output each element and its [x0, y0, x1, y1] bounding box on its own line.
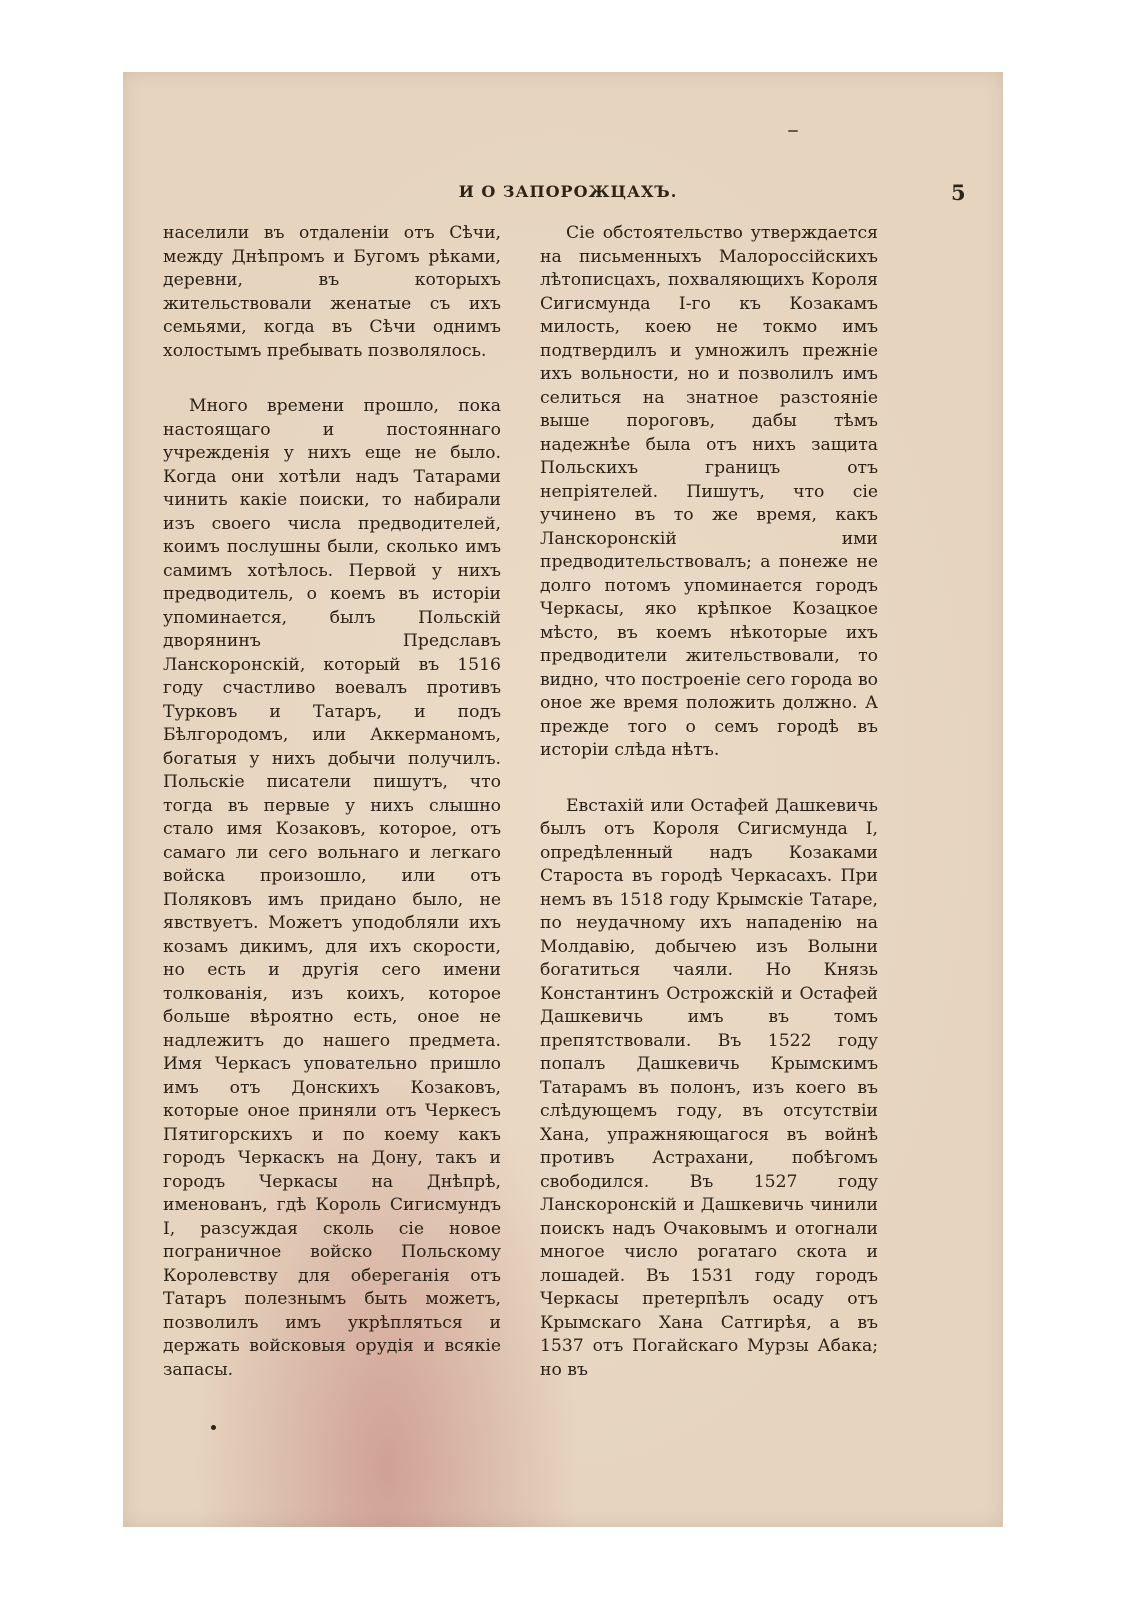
- running-title: И О ЗАПОРОЖЦАХЪ.: [458, 182, 678, 201]
- left-column: [163, 222, 501, 1382]
- ink-dot: [211, 1425, 216, 1430]
- right-column: [540, 222, 878, 1382]
- left-paragraph-1: населили въ отдаленіи отъ Сѣчи, между Днѣпромъ и Бугомъ рѣками, деревни, въ которыхъ жительствовали женатые съ ихъ семьями, когда въ Сѣчи однимъ холостымъ пребывать позволялось.: [163, 223, 501, 361]
- page-number: 5: [951, 180, 966, 205]
- right-paragraph-2: Евстахій или Остафей Дашкевичь былъ отъ Короля Сигисмунда I, опредѣленный надъ Козаками Староста въ городѣ Черкасахъ. При немъ въ 1518 году Крымскіе Татаре, по неудачному ихъ нападенію на Молдавію, добычею изъ Волыни богатиться чаяли. Но Князь Константинъ Острожскій и Остафей Дашкевичь имъ въ томъ препятствовали. Въ 1522 году попалъ Дашкевичь Крымскимъ Татарамъ въ полонъ, изъ коего въ слѣдующемъ году, въ отсутствіи Хана, упражняющагося въ войнѣ противъ Астрахани, побѣгомъ свободился. Въ 1527 году Ланскоронскій и Дашкевичь чинили поискъ надъ Очаковымъ и отогнали многое число рогатаго скота и лошадей. Въ 1531 году городъ Черкасы претерпѣлъ осаду отъ Крымскаго Хана Сатгирѣя, а въ 1537 отъ Погайскаго Мурзы Абака; но въ: [540, 795, 878, 1380]
- left-paragraph-2: Много времени прошло, пока настоящаго и постояннаго учрежденія у нихъ еще не было. Когда они хотѣли надъ Татарами чинить какіе поиски, то набирали изъ своего числа предводителей, коимъ послушны были, сколько имъ самимъ хотѣлось. Первой у нихъ предводитель, о коемъ въ исторіи упоминается, былъ Польскій дворянинъ Предславъ Ланскоронскій, который въ 1516 году счастливо воевалъ противъ Турковъ и Татаръ, и подъ Бѣлгородомъ, или Аккерманомъ, богатыя у нихъ добычи получилъ. Польскіе писатели пишутъ, что тогда въ первые у нихъ слышно стало имя Козаковъ, которое, отъ самаго ли сего вольнаго и легкаго войска произошло, или отъ Поляковъ имъ придано было, не явствуетъ. Можетъ уподобляли ихъ козамъ дикимъ, для ихъ скорости, но есть и другія сего имени толкованія, изъ коихъ, которое больше вѣроятно есть, оное не надлежитъ до нашего предмета. Имя Черкасъ уповательно пришло имъ отъ Донскихъ Козаковъ, которые оное приняли отъ Черкесъ Пятигорскихъ и по коему какъ городъ Черкаскъ на Дону, такъ и городъ Черкасы на Днѣпрѣ, именованъ, гдѣ Король Сигисмундъ I, разсуждая сколь сіе новое пограничное войско Польскому Королевству для обереганія отъ Татаръ полезнымъ быть можетъ, позволилъ имъ укрѣпляться и держать войсковыя орудія и всякіе запасы.: [163, 396, 501, 1380]
- paragraph-gap: [163, 363, 501, 395]
- page-header: [123, 180, 1003, 210]
- right-paragraph-1: Сіе обстоятельство утверждается на письменныхъ Малороссійскихъ лѣтописцахъ, похваляющихъ Короля Сигисмунда I-го къ Козакамъ милость, коею не токмо имъ подтвердилъ и умножилъ прежніе ихъ вольности, но и позволилъ имъ селиться на знатное разстояніе выше пороговъ, дабы тѣмъ надежнѣе была отъ нихъ защита Польскихъ границъ отъ непріятелей. Пишутъ, что сіе учинено въ то же время, какъ Ланскоронскій ими предводительствовалъ; а понеже не долго потомъ упоминается городъ Черкасы, яко крѣпкое Козацкое мѣсто, въ коемъ нѣкоторые ихъ предводители жительствовали, то видно, что построеніе сего города во оное же время положить должно. А прежде того о семъ городѣ въ исторіи слѣда нѣтъ.: [540, 223, 878, 760]
- scanned-page: [123, 72, 1003, 1527]
- paragraph-gap: [540, 763, 878, 795]
- ink-speck: [788, 130, 798, 132]
